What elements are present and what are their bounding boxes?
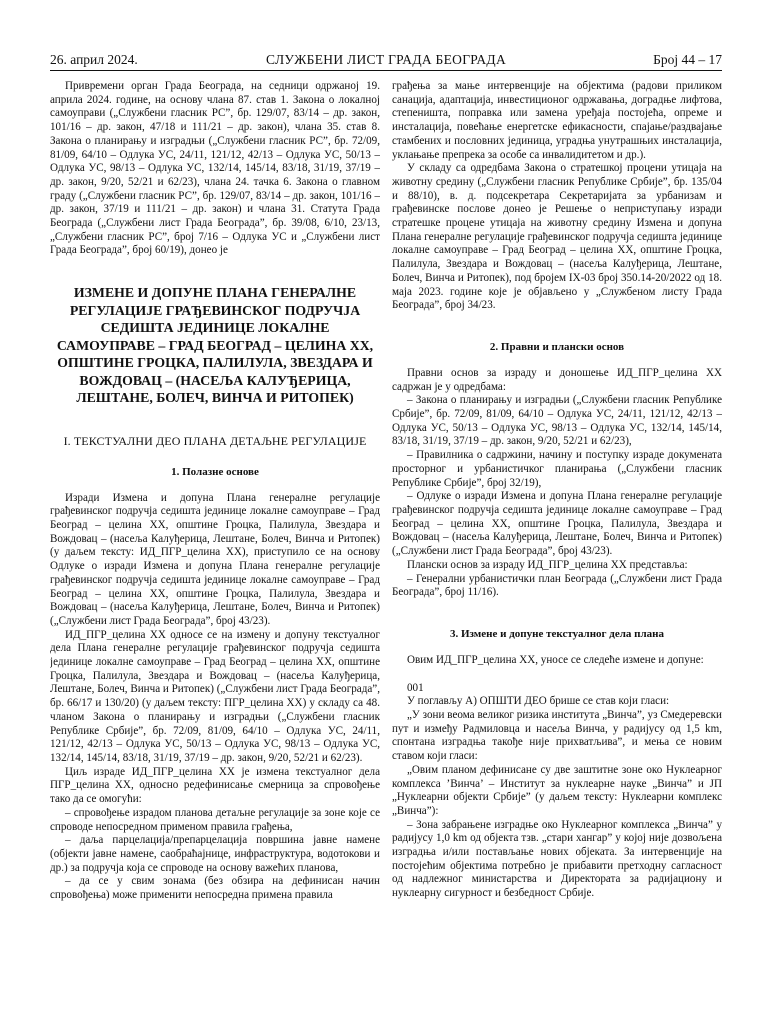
publication-title: СЛУЖБЕНИ ЛИСТ ГРАДА БЕОГРАДА: [266, 52, 506, 67]
body-paragraph: Плански основ за израду ИД_ПГР_целина XX представља:: [407, 558, 688, 571]
body-paragraph: Правни основ за израду и доношење ИД_ПГР_целина XX садржан је у одредбама:: [392, 366, 722, 393]
bullet-item: – Генерални урбанистички план Београда („Службени лист Града Београда”, број 11/16).: [392, 572, 722, 599]
body-paragraph: Овим ИД_ПГР_целина XX, уносе се следеће измене и допуне:: [407, 653, 704, 666]
bullet-item: – Правилника о садржини, начину и поступку израде докумената просторног и урбанистичког планирања („Службени гласник Републике Србије”, број 32/19),: [392, 449, 722, 489]
bullet-item: – да се у свим зонама (без обзира на дефинисан начин спровођења) може применити непосредна примена правила: [50, 875, 380, 902]
page-header: [50, 50, 722, 71]
body-paragraph: Изради Измена и допуна Плана генералне регулације грађевинског подручја седишта јединице локалне самоуправе – Град Београд – целина XX, општине Гроцка, Палилула, Звездара и Вождовац – (насеља Калуђерица, Лештане, Болеч, Винча и Ритопек) (у даљем тексту: ИД_ПГР_целина XX), приступило се на основу Одлуке о изради Измена и допуна Плана генералне регулације грађевинског подручја седишта јединице локалне самоуправе – Град Београд – целина XX, општине Гроцка, Палилула, Звездара и Вождовац – (насеља Калуђерица, Лештане, Болеч, Винча и Ритопек) („Службени лист Града Београда”, број 43/23).: [50, 491, 380, 627]
issue-number: Број 44 – 17: [653, 52, 722, 67]
quoted-paragraph: „У зони веома великог ризика института „Винча”, уз Смедеревски пут и између Радмиловца и насеља Винча, у радијусу од 1,5 km, спонтана изградња такође није прихватљива”, и мења се новим ставом који гласи:: [392, 709, 722, 763]
subsection-heading-3: 3. Измене и допуне текстуалног дела плана: [449, 627, 665, 640]
body-paragraph: У поглављу А) ОПШТИ ДЕО брише се став који гласи:: [407, 695, 670, 708]
change-number: 001: [407, 681, 424, 694]
left-column: [50, 80, 380, 1020]
bullet-item: – Зона забрањене изградње око Нуклеарног комплекса „Винча” у радијусу 1,0 km од објекта тзв. „стари хангар” у којој није дозвољена изградња и/или постављање нових објеката. За интервенције на постојећим објектима потребно је прибавити претходну сагласност од надлежног министарства и Директората за радијациону и нуклеарну сигурност и безбедност Србије.: [392, 818, 722, 900]
body-paragraph: У складу са одредбама Закона о стратешкој процени утицаја на животну средину („Службени гласник Републике Србије”, бр. 135/04 и 88/10), в. д. подсекретара Секретаријата за урбанизам и грађевинске послове донео је Решење о неприступању изради стратешке процене утицаја на животну средину Измена и допуна Плана генералне регулације грађевинског подручја седишта јединице локалне самоуправе – Град Београд – целина XX, општине Гроцка, Палилула, Звездара и Вождовац – (насеља Калуђерица, Лештане, Болеч, Винча и Ритопек), под бројем IX-03 број 350.14-20/2022 од 18. маја 2023. године које је објављено у „Службеном листу Града Београда”, број 34/23.: [392, 162, 722, 312]
subsection-heading-2: 2. Правни и плански основ: [489, 340, 625, 353]
preamble-paragraph: Привремени орган Града Београда, на седници одржаној 19. априла 2024. године, на основу члана 87. став 1. Закона о локалној самоуправи („Службени гласник РС”, бр. 129/07, 83/14 – др. закон, 101/16 – др. закон, 47/18 и 111/21 – др. закон), члана 35. став 8. Закона о планирању и изградњи („Службени гласник РС”, бр. 72/09, 81/09, 64/10 – Одлука УС, 24/11, 121/12, 42/13 – Одлука УС, 50/13 – Одлука УС, 98/13 – Одлука УС, 132/14, 145/14, 83/18, 31/19, 37/19 – др. закон, 9/20, 52/21 и 62/23), члана 24. тачка 6. Закона о главном граду („Службени гласник РС”, бр. 129/07, 83/14 – др. закон, 101/16 – др. закон, 37/19 и 111/21 – др. закон) и члана 31. Статута Града Београда („Службени лист Града Београда”, бр. 39/08, 6/10, 23/13, „Службени гласник РС”, број 7/16 – Одлука УС и „Службени лист Града Београда”, број 60/19), донео је: [50, 80, 380, 257]
bullet-item: – спровођење израдом планова детаљне регулације за зоне које се спроводе непосредном применом правила грађења,: [50, 806, 380, 833]
bullet-item: – Закона о планирању и изградњи („Службени гласник Републике Србије”, бр. 72/09, 81/09, 64/10 – Одлука УС, 24/11, 121/12, 42/13 – Одлука УС, 50/13 – Одлука УС, 98/13 – Одлука УС, 132/14, 145/14, 83/18, 31/19, 37/19 – др. закон, 9/20, 52/21 и 62/23),: [392, 394, 722, 448]
body-paragraph: грађења за мање интервенције на објектима (радови приликом санација, адаптација, инвестиционог одржавања, доградње лифтова, степеништа, поправка или замена урeђаја постојећа, опреме и инсталација, повећање енергетске ефикасности, спајање/раздвајање стамбених и пословних јединица, уградња унутрашњих инсталација, уклањање препрека за особе са инвалидитетом и др.).: [392, 80, 722, 161]
right-column: [392, 80, 722, 1020]
bullet-item: – Одлуке о изради Измена и допуна Плана генералне регулације грађевинског подручја седишта јединице локалне самоуправе – Град Београд – целина XX, општине Гроцка, Палилула, Звездара и Вождовац – (насеља Калуђерица, Лештане, Болеч, Винча и Ритопек) („Службени лист Града Београда”, број 43/23).: [392, 490, 722, 558]
bullet-item: – даља парцелација/препарцелација површина јавне намене (објекти јавне намене, саобраћајнице, инфраструктура, водотокови и др.) за подручја која се спроводе на основу важећих планова,: [50, 834, 380, 874]
document-title: ИЗМЕНЕ И ДОПУНЕ ПЛАНА ГЕНЕРАЛНЕ РЕГУЛАЦИЈЕ ГРАЂЕВИНСКОГ ПОДРУЧЈА СЕДИШТА ЈЕДИНИЦЕ ЛОКАЛНЕ САМОУПРАВЕ – ГРАД БЕОГРАД – ЦЕЛИНА XX, ОПШТИНЕ ГРОЦКА, ПАЛИЛУЛА, ЗВЕЗДАРА И ВОЖДОВАЦ – (НАСЕЉА КАЛУЂЕРИЦА, ЛЕШТАНЕ, БОЛЕЧ, ВИНЧА И РИТОПЕК): [56, 285, 374, 406]
body-paragraph: Циљ израде ИД_ПГР_целина XX је измена текстуалног дела ПГР_целина XX, односно редефинисање смерница за спровођење тако да се омогући:: [50, 765, 380, 806]
issue-date: 26. април 2024.: [50, 52, 138, 67]
section-heading: I. ТЕКСТУАЛНИ ДЕО ПЛАНА ДЕТАЉНЕ РЕГУЛАЦИЈЕ: [63, 433, 367, 448]
quoted-paragraph: „Овим планом дефинисане су две заштитне зоне око Нуклеарног комплекса ’Винча’ – Институт за нуклеарне науке „Винча” и ЈП „Нуклеарни објекти Србије” (у даљем тексту: Нуклеарни комплекс „Винча”):: [392, 763, 722, 817]
subsection-heading-1: 1. Полазне основе: [171, 465, 259, 478]
body-paragraph: ИД_ПГР_целина XX односе се на измену и допуну текстуалног дела Плана генералне регулације грађевинског подручја седишта јединице локалне самоуправе – Град Београд – целина XX, општине Гроцка, Палилула, Звездара и Вождовац – (насеља Калуђерица, Лештане, Болеч, Винча и Ритопек) („Службени лист Града Београда”, бр. 66/17 и 130/20) (у даљем тексту: ПГР_целина XX) у складу са 48. чланом Закона о планирању и изградњи („Службени гласник Републике Србије”, бр. 72/09, 81/09, 64/10 – Одлука УС, 24/11, 121/12, 42/13 – Одлука УС, 50/13 – Одлука УС, 98/13 – Одлука УС, 132/14, 145/14, 83/18, 31/19, 37/19 – др. закон, 9/20, 52/21 и 62/23).: [50, 628, 380, 764]
